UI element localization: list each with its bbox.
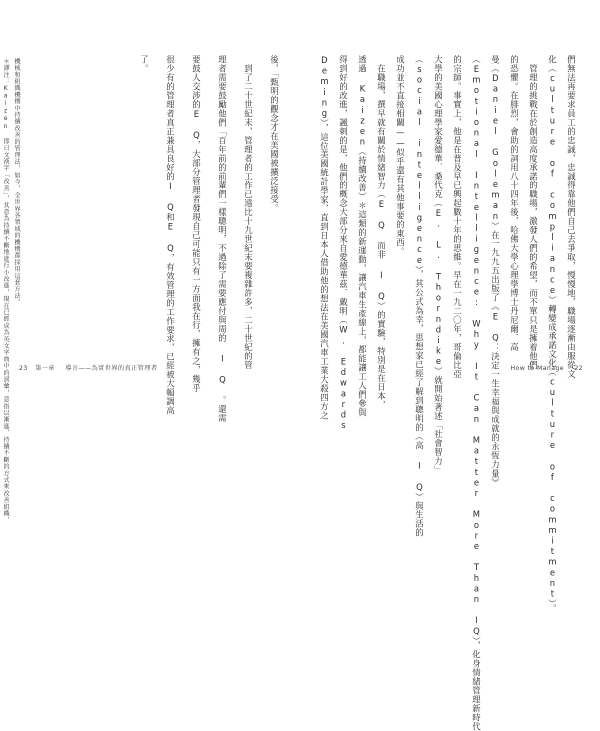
section-title: 導言——為實世界的真正管理者 xyxy=(65,365,158,372)
body-text-line: Deming），這位美國統計學家，直到日本人借助他的想法在美國汽車工業大殺四方之 xyxy=(319,55,330,421)
body-text-line: （social intelligence），其公式為幸，思想家已經了解到聰明的（高 I Q）與生活的 xyxy=(414,55,425,538)
translator-note-line: 機械和組織機構中持續改善的管理法，如今，全世界各領域的機構都採用這套方法。 xyxy=(13,58,21,306)
body-text-line: 大學的美國心理學家愛德華．桑代克（E. L. Thorndike）就開始著述「社會智力」 xyxy=(433,55,444,475)
chapter-label: 第一章 xyxy=(35,365,55,372)
left-page xyxy=(0,0,300,524)
body-text-line: 很少有的管理者真正兼具良好的I Q和E Q，有效管理的工作要求，已經被大幅調高 xyxy=(165,55,176,416)
body-text-line: 成功並不直接相關——似乎還有其他事要的東西。 xyxy=(395,55,406,256)
body-text-line: 們無法再要求員工的忠誠，忠誠得靠他們自己去爭取，慢慢地，職場逐漸由服從文 xyxy=(566,55,577,379)
book-title: How to Manage xyxy=(510,365,564,372)
right-page xyxy=(300,0,600,731)
body-text-line: 化（culture of compliance）轉變成承諾文化（culture of commitment）。 xyxy=(547,55,558,613)
body-text-line: （Emotional Intelligence: Why It Can Matter More Than IQ），化身情緒管理新時代 xyxy=(471,55,482,731)
right-page-footer xyxy=(511,365,584,372)
translator-note-line: ＊譯注：Kaizen 即日文漢字「改善」，其意為持續不斷地進行小改進，現在已經成為英文字典中的詞彙，意指以漸進、持續不斷的方式來改善組織， xyxy=(2,58,10,524)
page-number: 23 xyxy=(19,365,28,372)
body-text-line: 理者需要鼓勵他們「百年前的前輩們一樣聰明，不過除了需要應付與周的 I Q 。還需 xyxy=(217,55,228,423)
left-page-footer xyxy=(19,363,157,372)
body-text-line: 透過 Kaizen（持續改善）＊這類的新運動，讓汽車生產線上，都能讓工人們參與 xyxy=(357,55,368,417)
body-text-line: 曼（Daniel Goleman）在一九九五出版了《E Q：決定一生幸福與成就的永恆力量》 xyxy=(490,55,501,487)
body-text-line: 後，「甄明的觀念才在美國被擴泛接受。 xyxy=(269,55,280,213)
page-number: 22 xyxy=(574,365,583,372)
body-text-line: 的恐懼。在腓烈，會助的詞用八十四年後，哈佛大學心理學博士丹尼爾．高 xyxy=(509,55,520,352)
body-text-line: 到了二十世紀末，管理者的工作已遠比十九世紀末要複雜許多，二十世紀的管 xyxy=(243,55,254,370)
body-text-line: 管理的挑戰在於創造高度承諾的職場，激發人們的希望，而不單只是擁着他們 xyxy=(528,55,539,370)
body-text-line: 了。 xyxy=(139,55,150,73)
body-text-line: 的宗師。事實上，他是在普及早已興起數十年的思維。早在一九二〇年，哥倫比亞 xyxy=(452,55,463,379)
body-text-line: 得到好的改進，諷刺的是，他們的概念大部分來自愛德華茲．戴明（W. Edwards xyxy=(338,55,349,431)
body-text-line: 在職場，撰早就有關於情緒智力（E Q 而非 I Q）的實驗，特別是在日本， xyxy=(376,55,387,410)
body-text-line: 要鼓人交涉的E Q，大部分管理者發現自己可能只有一方面我在行，擁有之，幾乎 xyxy=(191,55,202,393)
